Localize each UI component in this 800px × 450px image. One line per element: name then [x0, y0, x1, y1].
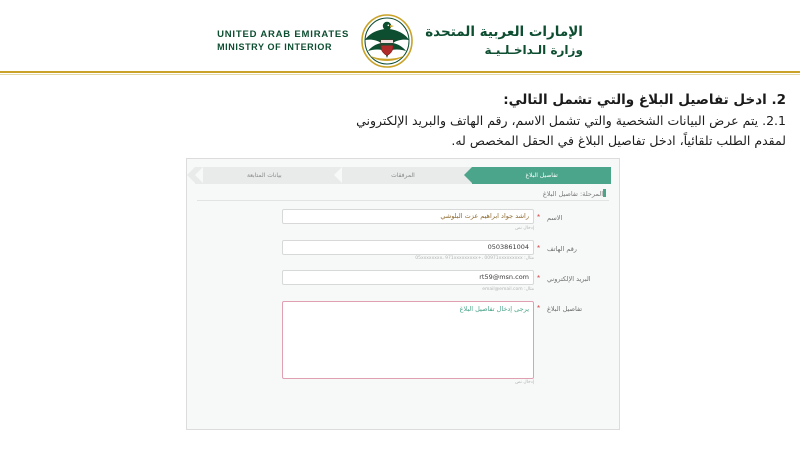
- header-gold-rule: [0, 71, 800, 73]
- required-marker: *: [536, 303, 541, 313]
- report-details-label: تفاصيل البلاغ: [547, 304, 583, 313]
- phone-hint: مثال: 05xxxxxxxx، 971xxxxxxxxx+، 00971xxxxxxxxx: [415, 256, 534, 261]
- full-name-field[interactable]: راشد جواد ابراهيم عزت البلوشي: [282, 209, 534, 224]
- phone-field-wrap: [282, 240, 534, 262]
- required-marker: *: [536, 274, 541, 283]
- wizard-step-attachments[interactable]: [334, 167, 473, 184]
- form-row-name: [187, 209, 619, 231]
- report-details-hint: إدخال نص: [515, 380, 534, 385]
- instructions-block: [16, 90, 786, 150]
- instruction-step-2-1-continued: لمقدم الطلب تلقائياً، ادخل تفاصيل البلاغ في الحقل المخصص له.: [451, 132, 786, 148]
- report-details-form: [187, 209, 619, 394]
- header-arabic-line2: وزارة الـداخـلـيـة: [484, 42, 583, 57]
- report-details-field-wrap: [282, 301, 534, 386]
- form-row-report-details: [187, 301, 619, 386]
- phone-label: رقم الهاتف: [547, 244, 577, 253]
- step-notch: [195, 167, 203, 183]
- wizard-steps: [195, 167, 611, 184]
- wizard-step-followup-data[interactable]: [195, 167, 334, 184]
- name-hint: إدخال نص: [515, 225, 534, 231]
- required-marker: *: [536, 213, 541, 222]
- email-field[interactable]: rt59@msn.com: [282, 270, 534, 285]
- phone-field[interactable]: 0503861004: [282, 240, 534, 255]
- header-gold-rule-thin: [0, 74, 800, 75]
- uae-falcon-emblem-icon: [359, 13, 415, 69]
- wizard-step-label: تفاصيل البلاغ: [525, 172, 558, 179]
- header-arabic-line1: الإمارات العربية المتحدة: [425, 24, 583, 41]
- email-label: البريد الإلكتروني: [547, 275, 591, 283]
- chevron-right-icon: [326, 167, 334, 183]
- header-english-line2: MINISTRY OF INTERIOR: [217, 42, 333, 53]
- name-label: الاسم: [547, 214, 563, 222]
- section-title: [193, 189, 609, 198]
- section-title-text: المرحلة: تفاصيل البلاغ: [542, 190, 603, 198]
- chevron-right-icon: [187, 167, 195, 183]
- chevron-right-icon: [464, 167, 472, 183]
- wizard-step-label: بيانات المتابعة: [246, 172, 282, 179]
- application-screenshot-panel: [186, 158, 620, 430]
- header-arabic-title: [425, 24, 583, 58]
- wizard-step-report-details[interactable]: [472, 167, 611, 184]
- form-row-email: [187, 270, 619, 292]
- required-marker: *: [536, 243, 541, 253]
- instruction-step-2: 2. ادخل تفاصيل البلاغ والتي تشمل التالي:: [503, 92, 786, 108]
- header-english-line1: UNITED ARAB EMIRATES: [217, 28, 350, 40]
- wizard-step-label: المرفقات: [391, 172, 415, 179]
- instruction-step-2-1: 2.1. يتم عرض البيانات الشخصية والتي تشمل الاسم، رقم الهاتف والبريد الإلكتروني: [356, 112, 786, 128]
- form-row-phone: [187, 240, 619, 262]
- header-english-title: [217, 29, 349, 54]
- header-logo-block: [0, 12, 800, 70]
- page-header: [0, 0, 800, 78]
- section-divider: [197, 200, 609, 201]
- email-field-wrap: [282, 270, 534, 292]
- step-notch: [334, 167, 342, 183]
- name-field-wrap: [282, 209, 534, 231]
- email-hint: مثال: email@email.com: [482, 286, 534, 292]
- section-accent-bar: [603, 189, 606, 197]
- report-details-field[interactable]: يرجى إدخال تفاصيل البلاغ: [282, 301, 534, 379]
